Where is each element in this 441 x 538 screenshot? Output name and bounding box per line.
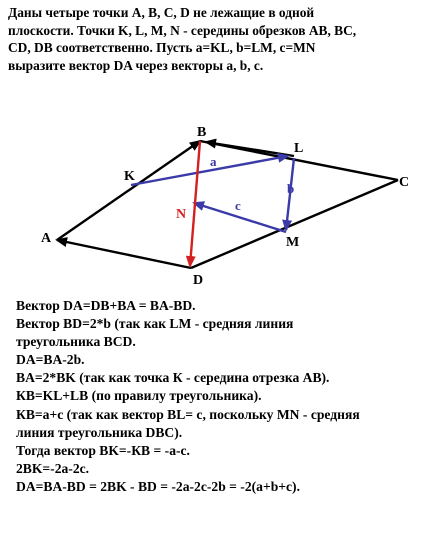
solution-line-9: Тогда вектор BK=-КB = -a-c. xyxy=(16,442,190,458)
label-b: B xyxy=(197,125,207,140)
label-vector-a: a xyxy=(210,154,217,169)
problem-line-4: выразите вектор DA через векторы a, b, c. xyxy=(8,57,264,73)
solution-line-2: Вектор BD=2*b (так как LM - средняя линия xyxy=(16,316,294,332)
solution-text xyxy=(16,297,436,496)
label-l: L xyxy=(294,141,304,156)
solution-line-7: КB=a+c (так как вектор BL= c, поскольку MN - средняя xyxy=(16,406,360,422)
solution-line-6: КB=KL+LB (по правилу треугольника). xyxy=(16,388,262,404)
edge-lb xyxy=(206,142,294,156)
tetrahedron-diagram xyxy=(0,108,441,290)
problem-statement xyxy=(8,4,436,74)
label-m: M xyxy=(286,235,300,250)
label-k: K xyxy=(124,169,135,184)
edge-ab xyxy=(57,141,200,240)
solution-line-3: треугольника BCD. xyxy=(16,334,136,350)
solution-line-4: DA=BA-2b. xyxy=(16,352,85,368)
label-d: D xyxy=(193,273,204,288)
label-c: C xyxy=(399,175,410,190)
edge-cd xyxy=(191,180,398,268)
label-vector-c: c xyxy=(235,198,241,213)
edge-da xyxy=(57,240,191,268)
solution-line-10: 2BK=-2a-2c. xyxy=(16,460,90,476)
solution-line-8: линия треугольника DBC). xyxy=(16,424,183,440)
label-a: A xyxy=(41,231,52,246)
problem-line-2: плоскости. Точки K, L, M, N - середины обрезков AB, BC, xyxy=(8,22,357,38)
solution-line-5: BA=2*BK (так как точка К - середина отрезка AB). xyxy=(16,370,330,386)
problem-line-3: CD, DB соответственно. Пусть a=KL, b=LM, c=MN xyxy=(8,40,316,55)
solution-line-1: Вектор DA=DB+BA = BA-BD. xyxy=(16,298,196,313)
label-n: N xyxy=(176,207,187,222)
solution-line-11: DA=BA-BD = 2BK - BD = -2a-2c-2b = -2(a+b+c). xyxy=(16,478,300,494)
problem-line-1: Даны четыре точки A, B, C, D не лежащие в одной xyxy=(8,5,315,20)
label-vector-b: b xyxy=(287,181,295,196)
